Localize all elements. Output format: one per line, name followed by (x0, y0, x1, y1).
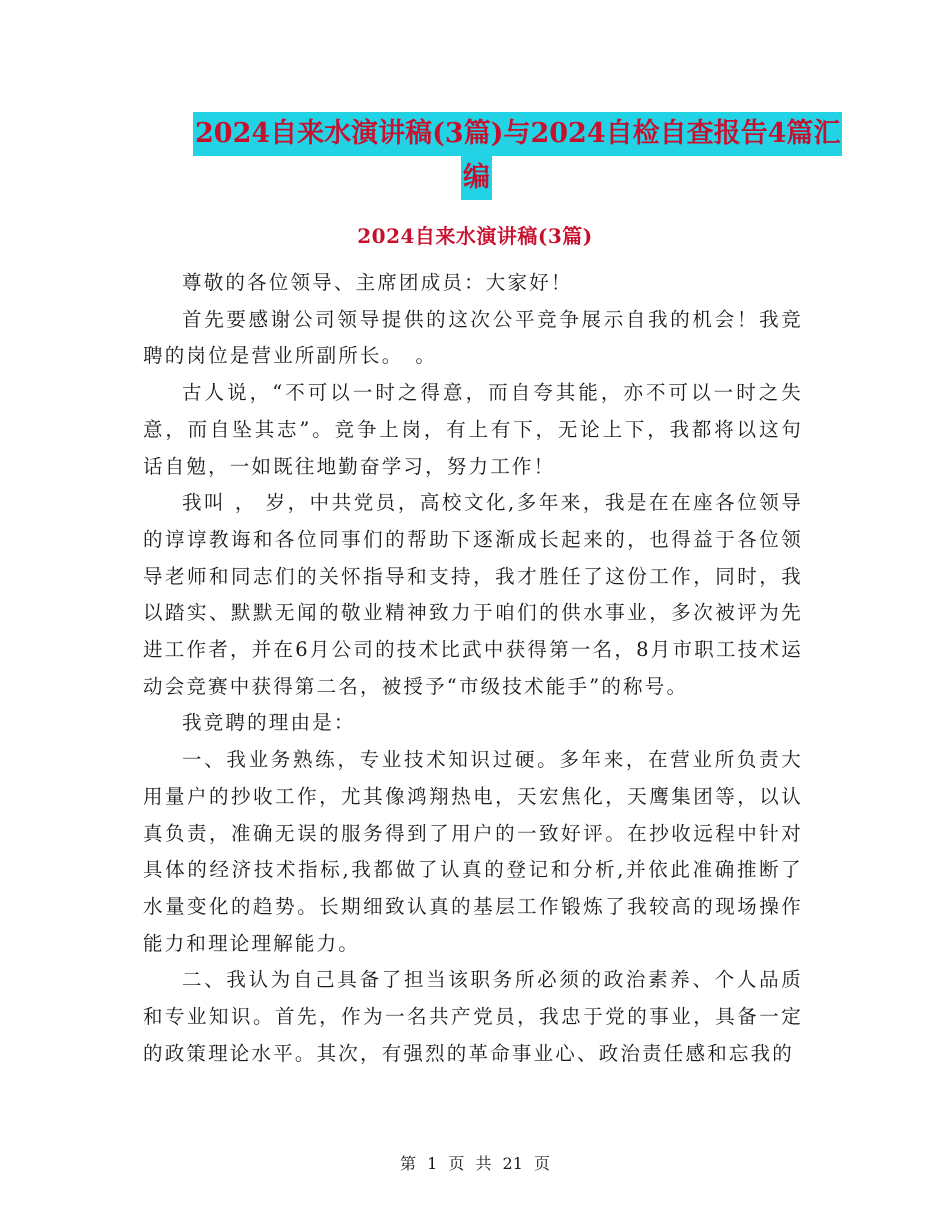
page-number-footer: 第 1 页 共 21 页 (400, 1154, 550, 1173)
document-title-line-1: 2024自来水演讲稿(3篇)与2024自检自查报告4篇汇 (193, 112, 842, 156)
paragraph-quote: 古人说，“不可以一时之得意，而自夸其能，亦不可以一时之失意，而自坠其志”。竞争上岗，有上有下，无论上下，我都将以这句话自勉，一如既往地勤奋学习，努力工作！ (143, 381, 803, 478)
paragraph-reasons-heading: 我竞聘的理由是： (182, 711, 356, 735)
document-title-line-2: 编 (461, 156, 492, 200)
paragraph-reason-two: 二、我认为自己具备了担当该职务所必须的政治素养、个人品质和专业知识。首先，作为一名共产党员，我忠于党的事业，具备一定的政策理论水平。其次，有强烈的革命事业心、政治责任感和忘我的 (143, 968, 803, 1065)
paragraph-thanks: 首先要感谢公司领导提供的这次公平竞争展示自我的机会！我竞聘的岗位是营业所副所长。 。 (143, 307, 803, 368)
paragraph-self-intro: 我叫 ， 岁，中共党员，高校文化,多年来，我是在在座各位领导的谆谆教诲和各位同事们的帮助下逐渐成长起来的，也得益于各位领导老师和同志们的关怀指导和支持，我才胜任了这份工作，同时，我以踏实、默默无闻的敬业精神致力于咱们的供水事业，多次被评为先进工作者，并在6月公司的技术比武中获得第一名，8月市职工技术运动会竞赛中获得第二名，被授予“市级技术能手”的称号。 (143, 491, 803, 698)
paragraph-greeting: 尊敬的各位领导、主席团成员：大家好！ (182, 271, 573, 294)
document-body (143, 265, 803, 1072)
paragraph-reason-one: 一、我业务熟练，专业技术知识过硬。多年来，在营业所负责大用量户的抄收工作，尤其像鸿翔热电，天宏焦化，天鹰集团等，以认真负责，准确无误的服务得到了用户的一致好评。在抄收远程中针对具体的经济技术指标,我都做了认真的登记和分析,并依此准确推断了水量变化的趋势。长期细致认真的基层工作锻炼了我较高的现场操作能力和理论理解能力。 (143, 748, 803, 955)
section-title: 2024自来水演讲稿(3篇) (357, 224, 593, 248)
